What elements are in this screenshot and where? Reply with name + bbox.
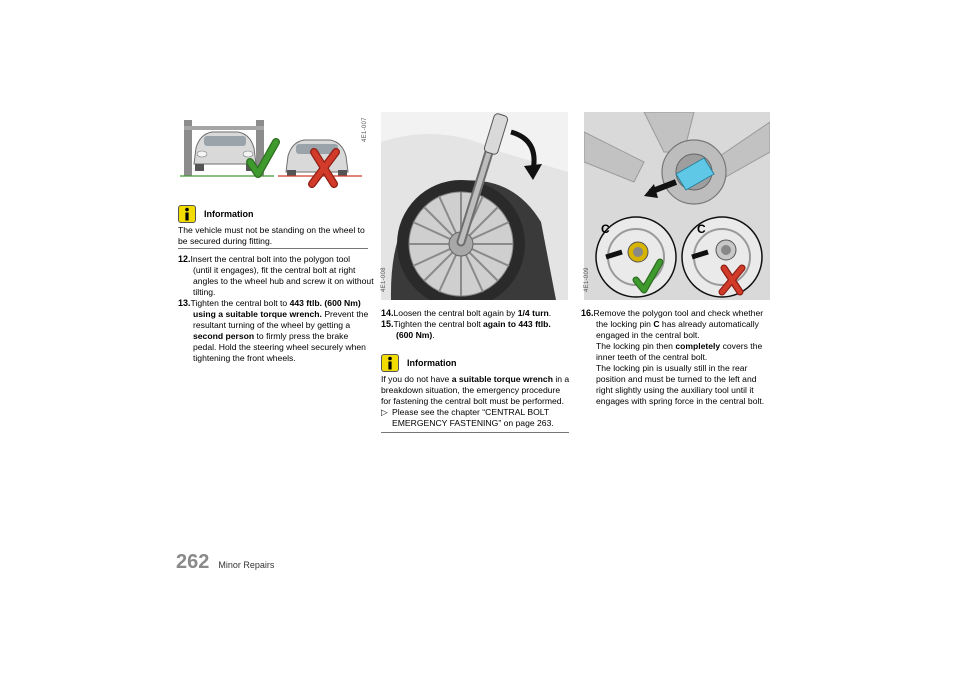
step-text: Remove the polygon tool and check whether [593, 308, 764, 318]
figure-locking-pin [584, 112, 770, 300]
step-text: Loosen the central bolt again by [393, 308, 518, 318]
pin-reference: C [653, 319, 660, 329]
step-number: 16. [581, 308, 594, 318]
step-text: position and must be turned to the left and [596, 374, 757, 384]
torque-value: 443 ftlb. (600 Nm) [289, 298, 361, 308]
info-title: Information [407, 358, 457, 368]
step-text: engaged in the central bolt. [596, 330, 700, 340]
step-text: to firmly press the brake [254, 331, 349, 341]
bullet-arrow-icon: ▷ [381, 407, 388, 417]
step-text: angles to the wheel hub and screw it on without [193, 276, 374, 286]
step-14 [381, 308, 573, 319]
figure-code: 4E1-007 [362, 117, 368, 142]
section-title: Minor Repairs [218, 560, 275, 570]
step-text: Insert the central bolt into the polygon tool [190, 254, 351, 264]
step-number: 15. [381, 319, 394, 329]
info-line: in a [552, 374, 570, 384]
info-text [178, 225, 368, 247]
step-text: . [432, 330, 435, 340]
info-divider [381, 432, 569, 433]
pin-label-left: C [601, 222, 610, 236]
step-16 [581, 308, 776, 407]
step-text: tightening the front wheels. [193, 353, 296, 363]
step-text: covers the [720, 341, 763, 351]
wheel-wrench-illustration [381, 112, 568, 300]
step-12 [178, 254, 374, 298]
info-icon [178, 205, 196, 223]
step-text: The locking pin is usually still in the rear [596, 363, 748, 373]
figure-torque-wrench [381, 112, 568, 300]
info-text [381, 374, 573, 429]
car-lift-illustration [176, 112, 366, 190]
page-footer [176, 551, 274, 574]
step-text: The locking pin then [596, 341, 676, 351]
figure-code: 4E1-009 [584, 267, 590, 292]
step-text: inner teeth of the central bolt. [596, 352, 708, 362]
info-line: for fastening the central bolt must be performed. [381, 396, 564, 406]
info-heading [381, 354, 457, 372]
step-text: resultant turning of the wheel by getting a [193, 320, 351, 330]
info-title: Information [204, 209, 254, 219]
step-text: Tighten the central bolt [393, 319, 484, 329]
step-text: pedal. Hold the steering wheel securely when [193, 342, 366, 352]
torque-value: again to 443 ftlb. [483, 319, 551, 329]
step-emphasis: second person [193, 331, 255, 341]
step-text: Tighten the central bolt to [190, 298, 290, 308]
step-13 [178, 298, 370, 364]
step-number: 13. [178, 298, 191, 308]
page-reference: Please see the chapter “CENTRAL BOLT [392, 407, 550, 417]
figure-car-on-lift [176, 112, 366, 190]
info-emphasis: a suitable torque wrench [451, 374, 553, 384]
page-number: 262 [176, 551, 210, 573]
info-icon [381, 354, 399, 372]
pin-label-right: C [697, 222, 706, 236]
step-15 [381, 319, 573, 341]
info-line: If you do not have [381, 374, 452, 384]
torque-value: (600 Nm) [396, 330, 433, 340]
step-emphasis: completely [675, 341, 721, 351]
step-text: Prevent the [321, 309, 369, 319]
info-line: The vehicle must not be standing on the wheel to [178, 225, 365, 235]
step-emphasis: using a suitable torque wrench. [193, 309, 322, 319]
locking-pin-illustration [584, 112, 770, 300]
info-heading [178, 205, 254, 223]
step-text: tilting. [193, 287, 216, 297]
step-number: 14. [381, 308, 394, 318]
step-number: 12. [178, 254, 191, 264]
turn-amount: 1/4 turn [517, 308, 549, 318]
page-reference: EMERGENCY FASTENING” on page 263. [392, 418, 554, 428]
step-text: . [548, 308, 552, 318]
step-text: (until it engages), fit the central bolt at right [193, 265, 356, 275]
step-text: the locking pin [596, 319, 654, 329]
info-line: breakdown situation, the emergency procedure [381, 385, 561, 395]
figure-code: 4E1-008 [381, 267, 387, 292]
step-text: has already automatically [659, 319, 759, 329]
info-line: be secured during fitting. [178, 236, 273, 246]
step-text: right slightly using the auxiliary tool until it [596, 385, 754, 395]
info-divider [178, 248, 368, 249]
step-text: engages with spring force in the central bolt. [596, 396, 765, 406]
